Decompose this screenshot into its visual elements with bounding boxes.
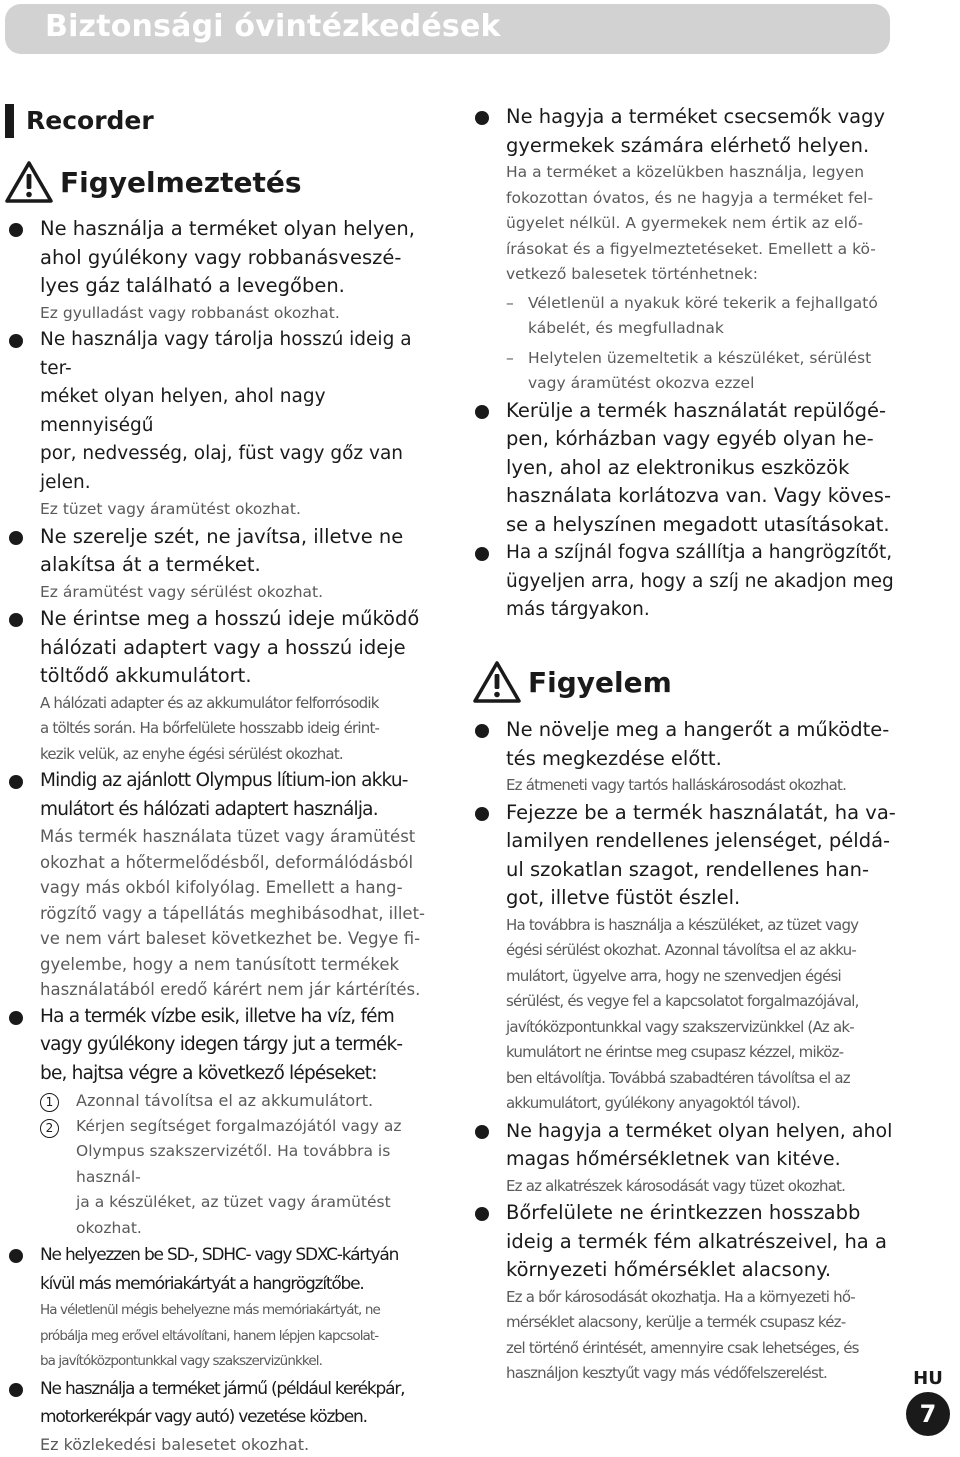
dash-item: – Véletlenül a nyakuk köré tekerik a fejhallgató kábelét, és megfulladnak (506, 291, 897, 342)
bullet-dot (9, 1249, 23, 1263)
item-main-text: Ne növelje meg a hangerőt a működte- tés megkezdése előtt. (506, 716, 897, 773)
bullet-dot (475, 547, 489, 561)
step-item: 1 Azonnal távolítsa el az akkumulátort. (40, 1088, 436, 1114)
language-badge: HU (908, 1368, 948, 1389)
bullet-dot (475, 111, 489, 125)
item-note-text: Ha továbbra is használja a készüléket, az tüzet vagy égési sérülést okozhat. Azonnal távolítsa el az akku- mulátort, ügyelve arra, hogy ne szenvedjen égési sérülést, és vegye fel a kapcsolatot forgalmazójával, javítóközpontunkkal vagy szakszervizünkkel (Az ak- kumulátort ne érintse meg csupasz kézzel, miköz- ben eltávolítja. Továbbá szabadtéren távolítsa el az akkumulátort, gyúlékony anyagoktól távol). (506, 913, 897, 1117)
warning-item (6, 1241, 436, 1375)
warning-triangle-icon (4, 160, 54, 204)
step-number: 2 (40, 1119, 59, 1138)
bullet-dot (9, 1011, 23, 1025)
item-note-text: Ha a terméket a közelükben használja, legyen fokozottan óvatos, és ne hagyja a terméket fel- ügyelet nélkül. A gyermekek nem értik az elő- írásokat és a figyelmeztetéseket. Emellett a kö- vetkező balesetek történhetnek: (506, 160, 897, 288)
dash-list (506, 291, 897, 397)
step-list (40, 1088, 436, 1241)
item-main-text: Bőrfelülete ne érintkezzen hosszabb ideig a termék fém alkatrészeivel, ha a környezeti hőmérséklet alacsony. (506, 1199, 897, 1285)
warning-item (6, 1375, 436, 1457)
caution-item (472, 799, 897, 1117)
bullet-dot (475, 1125, 489, 1139)
warning-item (6, 767, 436, 1003)
bullet-dot (475, 724, 489, 738)
warning-item (6, 605, 436, 767)
caution-item (472, 716, 897, 799)
item-note-text: A hálózati adapter és az akkumulátor felforrósodik a töltés során. Ha bőrfelülete hosszabb ideig érint- kezik velük, az enyhe égési sérülést okozhat. (40, 691, 436, 768)
caution-heading-text: Figyelem (528, 666, 672, 699)
item-main-text: Ne használja a terméket olyan helyen, ahol gyúlékony vagy robbanásveszé- lyes gáz található a levegőben. (40, 215, 436, 301)
item-main-text: Ne érintse meg a hosszú ideje működő hálózati adaptert vagy a hosszú ideje töltődő akkumulátort. (40, 605, 436, 691)
step-item: 2 Kérjen segítséget forgalmazójától vagy az Olympus szakszervizétől. Ha továbbra is használ- ja a készüléket, az tüzet vagy áramütést okozhat. (40, 1114, 436, 1242)
bullet-dot (9, 1383, 23, 1397)
bullet-dot (475, 1207, 489, 1221)
warning-item (472, 397, 897, 540)
warning-heading-text: Figyelmeztetés (60, 166, 302, 199)
item-main-text: Ne hagyja a terméket olyan helyen, ahol magas hőmérsékletnek van kitéve. (506, 1117, 897, 1174)
bullet-dot (9, 223, 23, 237)
item-note-text: Ez gyulladást vagy robbanást okozhat. (40, 301, 436, 327)
warning-item (6, 523, 436, 606)
item-note-text: Ez közlekedési balesetet okozhat. (40, 1432, 436, 1457)
warning-list-continued (472, 103, 897, 625)
bullet-dot (9, 775, 23, 789)
bullet-dot (475, 807, 489, 821)
item-main-text: Ne helyezzen be SD-, SDHC- vagy SDXC-kártyán kívül más memóriakártyát a hangrögzítőbe. (40, 1241, 436, 1298)
section-heading: Recorder (5, 104, 154, 138)
item-note-text: Más termék használata tüzet vagy áramütést okozhat a hőtermelődésből, deformálódásból vagy más okból kifolyólag. Emellett a hang- rögzítő vagy a tápellátás meghibásodhat, illet- ve nem várt baleset következhet be. Vegye fi- gyelembe, hogy a nem tanúsított termékek használatából eredő kárért nem jár kártérítés. (40, 824, 436, 1003)
item-note-text: Ez a bőr károsodását okozhatja. Ha a környezeti hő- mérséklet alacsony, kerülje a termék csupasz kéz- zel történő érintését, amennyire csak lehetséges, és használjon kesztyűt vagy más védőfelszerelést. (506, 1285, 897, 1387)
page-title-banner (5, 4, 890, 54)
item-note-text: Ez áramütést vagy sérülést okozhat. (40, 580, 436, 606)
item-main-text: Ha a szíjnál fogva szállítja a hangrögzítőt, ügyeljen arra, hogy a szíj ne akadjon meg más tárgyakon. (506, 539, 897, 625)
caution-item (472, 1117, 897, 1200)
item-main-text: Kerülje a termék használatát repülőgé- pen, kórházban vagy egyéb olyan he- lyen, ahol az elektronikus eszközök használata korlátozva van. Vagy köves- se a helyszínen megadott utasításokat. (506, 397, 897, 540)
page-number: 7 (906, 1392, 950, 1436)
caution-heading (472, 660, 672, 704)
item-main-text: Ne használja vagy tárolja hosszú ideig a ter- méket olyan helyen, ahol nagy mennyiségű por, nedvesség, olaj, füst vagy gőz van jelen. (40, 326, 436, 497)
warning-item (6, 326, 436, 523)
item-note-text: Ha véletlenül mégis behelyezne más memóriakártyát, ne próbálja meg erővel eltávolítani, hanem lépjen kapcsolat- ba javítóközpontunkkal vagy szakszervizünkkel. (40, 1298, 436, 1375)
item-note-text: Ez tüzet vagy áramütést okozhat. (40, 497, 436, 523)
caution-list (472, 716, 897, 1387)
warning-heading (4, 160, 302, 204)
item-main-text: Ne használja a terméket jármű (például kerékpár, motorkerékpár vagy autó) vezetése közben. (40, 1375, 436, 1432)
item-main-text: Ne szerelje szét, ne javítsa, illetve ne alakítsa át a terméket. (40, 523, 436, 580)
warning-list (6, 215, 436, 1457)
item-note-text: Ez átmeneti vagy tartós halláskárosodást okozhat. (506, 773, 897, 799)
step-number: 1 (40, 1093, 59, 1112)
page-title: Biztonsági óvintézkedések (45, 9, 501, 44)
warning-item (472, 103, 897, 397)
item-main-text: Mindig az ajánlott Olympus lítium-ion akku- mulátort és hálózati adaptert használja. (40, 767, 436, 824)
bullet-dot (9, 334, 23, 348)
warning-item (6, 215, 436, 326)
warning-item (472, 539, 897, 625)
caution-item (472, 1199, 897, 1387)
bullet-dot (9, 613, 23, 627)
caution-triangle-icon (472, 660, 522, 704)
bullet-dot (475, 405, 489, 419)
warning-item (6, 1003, 436, 1242)
item-main-text: Fejezze be a termék használatát, ha va- lamilyen rendellenes jelenséget, példá- ul szokatlan szagot, rendellenes han- got, illetve füstöt észlel. (506, 799, 897, 913)
item-main-text: Ha a termék vízbe esik, illetve ha víz, fém vagy gyúlékony idegen tárgy jut a termék- be, hajtsa végre a következő lépéseket: (40, 1003, 436, 1089)
item-main-text: Ne hagyja a terméket csecsemők vagy gyermekek számára elérhető helyen. (506, 103, 897, 160)
dash-item: – Helytelen üzemeltetik a készüléket, sérülést vagy áramütést okozva ezzel (506, 346, 897, 397)
bullet-dot (9, 531, 23, 545)
item-note-text: Ez az alkatrészek károsodását vagy tüzet okozhat. (506, 1174, 897, 1200)
